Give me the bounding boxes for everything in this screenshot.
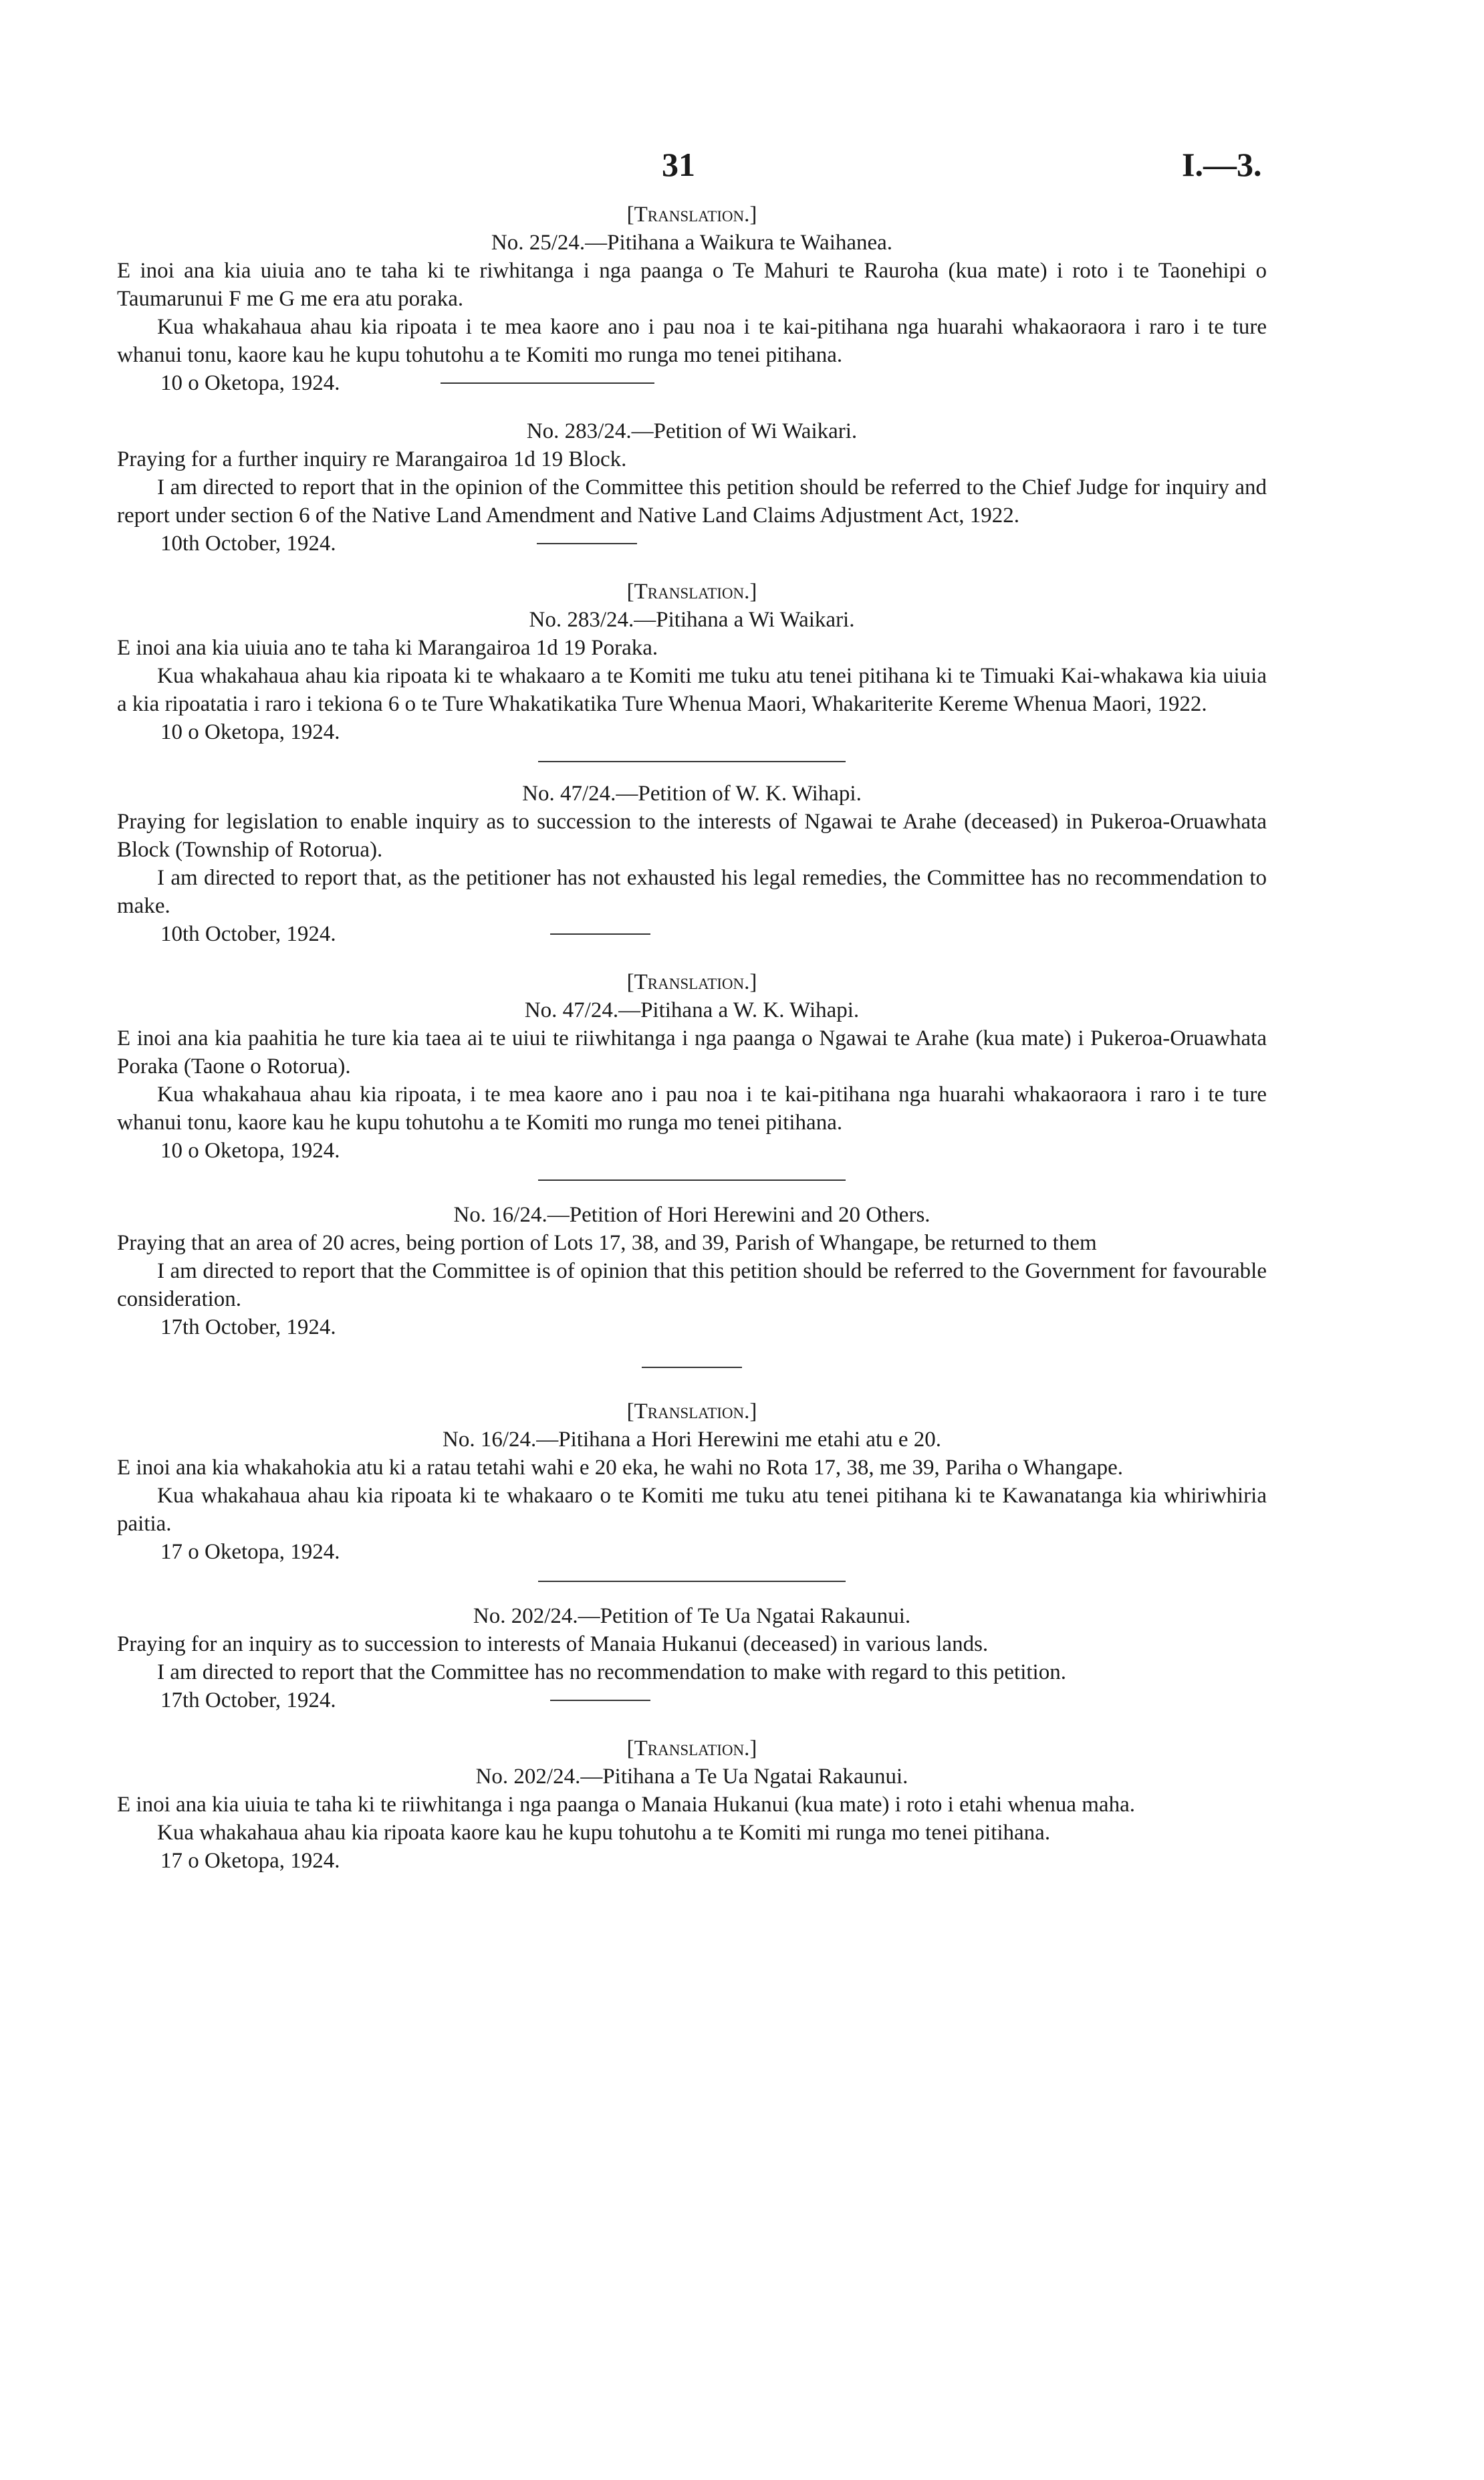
section-title: No. 47/24.—Petition of W. K. Wihapi. <box>522 782 862 806</box>
translation-tag: [Translation.] <box>626 970 757 994</box>
translation-tag: [Translation.] <box>626 1736 757 1761</box>
prayer-paragraph: Praying for a further inquiry re Marangairoa 1d 19 Block. <box>117 447 627 471</box>
section-divider <box>538 1179 846 1181</box>
section-divider <box>642 1367 742 1368</box>
report-date: 10th October, 1924. <box>160 532 336 556</box>
petition-section-202-translation <box>117 1734 1267 1875</box>
section-title: No. 283/24.—Petition of Wi Waikari. <box>526 419 858 443</box>
report-date: 17 o Oketopa, 1924. <box>160 1540 340 1564</box>
prayer-paragraph: E inoi ana kia uiuia te taha ki te riiwhitanga i nga paanga o Manaia Hukanui (kua mate) i roto i etahi whenua maha. <box>117 1793 1135 1817</box>
translation-tag: [Translation.] <box>626 580 757 604</box>
prayer-paragraph: E inoi ana kia uiuia ano te taha ki te riwhitanga i nga paanga o Te Mahuri te Rauroha (kua mate) i roto i te Taonehipi o Taumarunui F me G me era atu poraka. <box>117 259 1267 311</box>
petition-section-25-translation <box>117 201 1267 397</box>
section-title: No. 16/24.—Petition of Hori Herewini and 20 Others. <box>453 1203 931 1227</box>
report-paragraph: I am directed to report that the Committee has no recommendation to make with regard to this petition. <box>157 1660 1066 1684</box>
report-date: 17th October, 1924. <box>160 1315 336 1339</box>
report-paragraph: Kua whakahaua ahau kia ripoata ki te whakaaro o te Komiti me tuku atu tenei pitihana ki te Kawanatanga kia whiriwhiria paitia. <box>117 1484 1267 1536</box>
section-divider <box>537 543 637 544</box>
prayer-paragraph: E inoi ana kia whakahokia atu ki a ratau tetahi wahi e 20 eka, he wahi no Rota 17, 38, me 39, Pariha o Whangape. <box>117 1456 1123 1480</box>
report-date: 17 o Oketopa, 1924. <box>160 1849 340 1873</box>
petition-section-283 <box>117 417 1267 558</box>
translation-tag: [Translation.] <box>626 203 757 227</box>
report-date: 10 o Oketopa, 1924. <box>160 720 340 744</box>
section-title: No. 25/24.—Pitihana a Waikura te Waihanea. <box>491 231 893 255</box>
report-paragraph: Kua whakahaua ahau kia ripoata ki te whakaaro a te Komiti me tuku atu tenei pitihana ki te Timuaki Kai-whakawa kia uiuia a kia ripoatatia i raro i tekiona 6 o te Ture Whakatikatika Ture Whenua Maori, Whakariterite Kereme Whenua Maori, 1922. <box>117 664 1267 716</box>
petition-section-47-translation <box>117 968 1267 1181</box>
report-paragraph: I am directed to report that, as the petitioner has not exhausted his legal remedies, the Committee has no recommendation to make. <box>117 866 1267 918</box>
report-paragraph: I am directed to report that in the opinion of the Committee this petition should be referred to the Chief Judge for inquiry and report under section 6 of the Native Land Amendment and Native Land Claims Adjustment Act, 1922. <box>117 475 1267 528</box>
section-title: No. 47/24.—Pitihana a W. K. Wihapi. <box>524 998 860 1022</box>
section-title: No. 16/24.—Pitihana a Hori Herewini me etahi atu e 20. <box>443 1428 941 1452</box>
report-paragraph: Kua whakahaua ahau kia ripoata kaore kau he kupu tohutohu a te Komiti mi runga mo tenei pitihana. <box>157 1821 1051 1845</box>
section-divider <box>538 761 846 762</box>
document-body <box>117 201 1267 1875</box>
section-divider <box>441 382 654 384</box>
petition-section-47 <box>117 780 1267 948</box>
report-date: 10 o Oketopa, 1924. <box>160 1139 340 1163</box>
section-divider <box>538 1581 846 1582</box>
prayer-paragraph: E inoi ana kia uiuia ano te taha ki Marangairoa 1d 19 Poraka. <box>117 636 658 660</box>
page-number: 31 <box>662 146 695 183</box>
report-date: 10 o Oketopa, 1924. <box>160 371 340 395</box>
report-paragraph: Kua whakahaua ahau kia ripoata i te mea kaore ano i pau noa i te kai-pitihana nga huarahi whakaoraora i raro i te ture whanui tonu, kaore kau he kupu tohutohu a te Komiti mo runga mo tenei pitihana. <box>117 315 1267 367</box>
document-reference: I.—3. <box>1182 146 1262 183</box>
section-divider <box>550 933 650 935</box>
petition-section-202 <box>117 1602 1267 1714</box>
section-title: No. 283/24.—Pitihana a Wi Waikari. <box>529 608 855 632</box>
report-date: 10th October, 1924. <box>160 922 336 946</box>
translation-tag: [Translation.] <box>626 1399 757 1424</box>
report-date: 17th October, 1924. <box>160 1688 336 1712</box>
section-title: No. 202/24.—Pitihana a Te Ua Ngatai Rakaunui. <box>475 1765 908 1789</box>
prayer-paragraph: Praying for legislation to enable inquiry as to succession to the interests of Ngawai te Arahe (deceased) in Pukeroa-Oruawhata Block (Township of Rotorua). <box>117 810 1267 862</box>
prayer-paragraph: E inoi ana kia paahitia he ture kia taea ai te uiui te riiwhitanga i nga paanga o Ngawai te Arahe (kua mate) i Pukeroa-Oruawhata Poraka (Taone o Rotorua). <box>117 1026 1267 1079</box>
section-divider <box>550 1700 650 1701</box>
petition-section-16-translation <box>117 1397 1267 1582</box>
prayer-paragraph: Praying for an inquiry as to succession to interests of Manaia Hukanui (deceased) in various lands. <box>117 1632 989 1656</box>
petition-section-283-translation <box>117 578 1267 762</box>
report-paragraph: I am directed to report that the Committee is of opinion that this petition should be referred to the Government for favourable consideration. <box>117 1259 1267 1311</box>
report-paragraph: Kua whakahaua ahau kia ripoata, i te mea kaore ano i pau noa i te kai-pitihana nga huarahi whakaoraora i raro i te ture whanui tonu, kaore kau he kupu tohutohu a te Komiti mo runga mo tenei pitihana. <box>117 1083 1267 1135</box>
petition-section-16 <box>117 1201 1267 1368</box>
prayer-paragraph: Praying that an area of 20 acres, being portion of Lots 17, 38, and 39, Parish of Whangape, be returned to them <box>117 1231 1097 1255</box>
section-title: No. 202/24.—Petition of Te Ua Ngatai Rakaunui. <box>473 1604 911 1628</box>
